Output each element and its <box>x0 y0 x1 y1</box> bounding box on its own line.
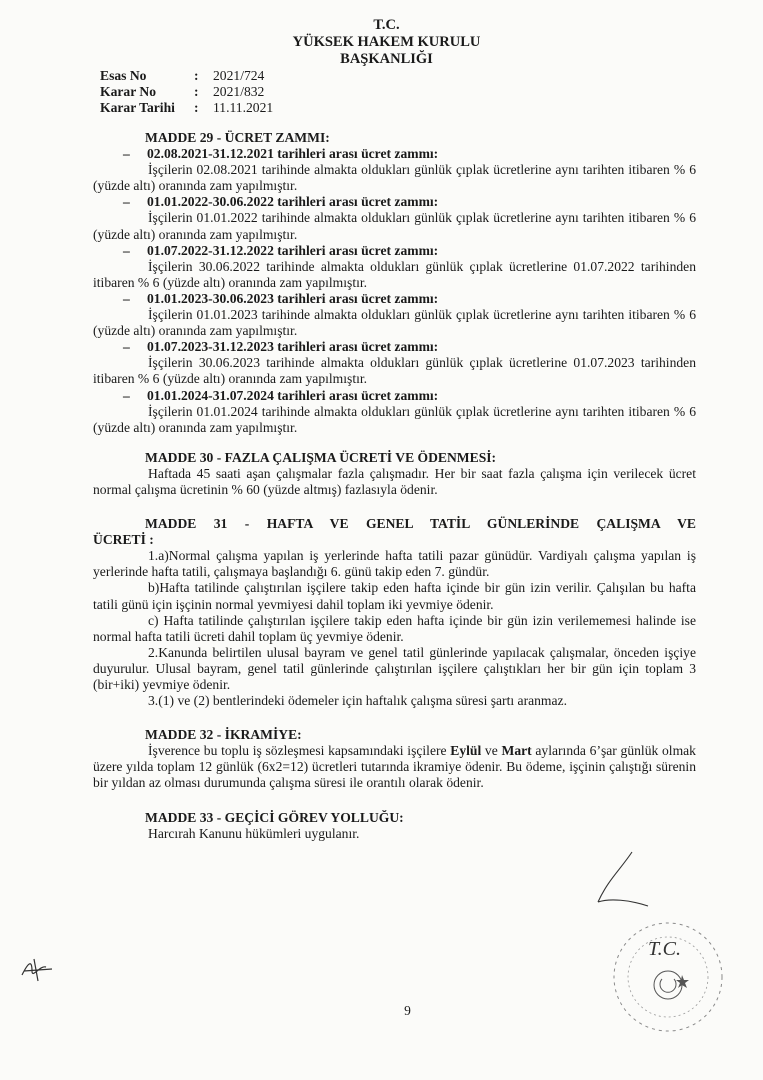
meta-separator: : <box>194 84 199 99</box>
meta-key: Karar No <box>100 84 157 99</box>
dash-bullet: – <box>123 242 130 258</box>
wage-increase-text: İşçilerin 02.08.2021 tarihinde almakta oldukları günlük çıplak ücretlerine aynı tarihten itibaren % 6 (yüzde altı) oranında zam yapılmıştır. <box>93 162 696 194</box>
wage-increase-heading: 01.01.2024-31.07.2024 tarihleri arası ücret zammı: <box>147 387 439 403</box>
dash-bullet: – <box>123 146 130 162</box>
wage-increase-item <box>93 243 696 291</box>
header-line-institution: YÜKSEK HAKEM KURULU <box>292 34 481 50</box>
meta-key: Esas No <box>100 68 147 83</box>
wage-increase-text: İşçilerin 01.01.2024 tarihinde almakta oldukları günlük çıplak ücretlerine aynı tarihten itibaren % 6 (yüzde altı) oranında zam yapılmıştır. <box>93 403 696 435</box>
page-number: 9 <box>404 1003 411 1018</box>
document-body <box>93 130 696 842</box>
text-run: ve <box>481 743 502 759</box>
article-33-title: MADDE 33 - GEÇİCİ GÖREV YOLLUĞU: <box>145 809 404 825</box>
wage-increase-heading: 01.01.2023-30.06.2023 tarihleri arası ücret zammı: <box>147 290 439 306</box>
wage-increase-text: İşçilerin 30.06.2022 tarihinde almakta oldukları günlük çıplak ücretlerine 01.07.2022 tarihinden itibaren % 6 (yüzde altı) oranında zam yapılmıştır. <box>93 258 696 290</box>
stamp-text: T.C. <box>648 938 681 960</box>
case-metadata <box>100 68 273 116</box>
signature-mark <box>590 850 650 910</box>
meta-separator: : <box>194 68 199 83</box>
wage-increase-text: İşçilerin 30.06.2023 tarihinde almakta oldukları günlük çıplak ücretlerine 01.07.2023 tarihinden itibaren % 6 (yüzde altı) oranında zam yapılmıştır. <box>93 355 696 387</box>
article-33-text: Harcırah Kanunu hükümleri uygulanır. <box>148 825 360 841</box>
wage-increase-text: İşçilerin 01.01.2023 tarihinde almakta oldukları günlük çıplak ücretlerine aynı tarihten itibaren % 6 (yüzde altı) oranında zam yapılmıştır. <box>93 307 696 339</box>
month-march: Mart <box>501 743 532 759</box>
document-header <box>0 17 763 68</box>
wage-increase-item <box>93 339 696 387</box>
dash-bullet: – <box>123 194 130 210</box>
meta-separator: : <box>194 100 199 115</box>
meta-row-karar <box>100 84 273 100</box>
text-run: İşverence bu toplu iş sözleşmesi kapsamındaki işçilere <box>148 743 451 759</box>
meta-row-esas <box>100 68 273 84</box>
article-31-paragraph: 3.(1) ve (2) bentlerindeki ödemeler için haftalık çalışma süresi şartı aranmaz. <box>148 693 567 709</box>
article-32-text <box>93 743 696 791</box>
meta-value: 2021/724 <box>213 68 265 83</box>
wage-increase-heading: 02.08.2021-31.12.2021 tarihleri arası ücret zammı: <box>147 146 439 162</box>
article-30-title: MADDE 30 - FAZLA ÇALIŞMA ÜCRETİ VE ÖDENMESİ: <box>145 449 497 465</box>
article-32-title: MADDE 32 - İKRAMİYE: <box>145 727 302 743</box>
wage-increase-text: İşçilerin 01.01.2022 tarihinde almakta oldukları günlük çıplak ücretlerine aynı tarihten itibaren % 6 (yüzde altı) oranında zam yapılmıştır. <box>93 210 696 242</box>
wage-increase-item <box>93 291 696 339</box>
article-31-paragraph: c) Hafta tatilinde çalıştırılan işçilere takip eden hafta içinde bir gün izin verilememesi halinde ise normal hafta tatili ücreti dahil toplam üç yevmiye ödenir. <box>93 612 696 644</box>
meta-row-karar-tarihi <box>100 100 273 116</box>
wage-increase-item <box>93 388 696 436</box>
dash-bullet: – <box>123 339 130 355</box>
dash-bullet: – <box>123 290 130 306</box>
article-31-paragraph: b)Hafta tatilinde çalıştırılan işçilere takip eden hafta içinde bir gün izin verilir. Çalışılan bu hafta tatili günü için işçinin normal yevmiyesi dahil toplam iki yevmiye ödenir. <box>93 580 696 612</box>
article-31-paragraph: 1.a)Normal çalışma yapılan iş yerlerinde hafta tatili pazar günüdür. Vardiyalı çalışma yapılan iş yerlerinde hafta tatili, çalışmaya başlandığı 6. günü takip eden 7. gündür. <box>93 548 696 580</box>
article-31-paragraph: 2.Kanunda belirtilen ulusal bayram ve genel tatil günlerinde yapılacak çalışmalar, önceden işçiye duyurulur. Ulusal bayram, genel tatil günlerinde çalıştırılan işçilere çalıştıkları her bir gün için toplam 3 (bir+iki) yevmiye ödenir. <box>93 644 696 692</box>
article-30-text: Haftada 45 saati aşan çalışmalar fazla çalışmadır. Her bir saat fazla çalışma için verilecek ücret normal çalışma ücretinin % 60 (yüzde altmış) fazlasıyla ödenir. <box>93 465 696 497</box>
meta-value: 2021/832 <box>213 84 265 99</box>
dash-bullet: – <box>123 387 130 403</box>
meta-value: 11.11.2021 <box>213 100 274 115</box>
meta-key: Karar Tarihi <box>100 100 175 115</box>
header-line-office: BAŞKANLIĞI <box>340 51 433 67</box>
article-31-title-line1: MADDE 31 - HAFTA VE GENEL TATİL GÜNLERİNDE ÇALIŞMA VE <box>145 516 696 532</box>
wage-increase-heading: 01.01.2022-30.06.2022 tarihleri arası ücret zammı: <box>147 194 439 210</box>
initial-mark <box>18 955 58 985</box>
wage-increase-item <box>93 194 696 242</box>
text-run: aylarında 6’şar günlük olmak üzere yılda toplam 12 günlük (6x2=12) ücretleri tutarında ikramiye ödenir. Bu ödeme, işçinin çalıştığı sürenin bir yıldan az olması durumunda çalışma süresi ile orantılı olarak ödenir. <box>93 743 696 791</box>
wage-increase-heading: 01.07.2023-31.12.2023 tarihleri arası ücret zammı: <box>147 339 439 355</box>
article-31-title-line2: ÜCRETİ : <box>93 532 154 548</box>
header-line-tc: T.C. <box>373 17 400 33</box>
article-29-title: MADDE 29 - ÜCRET ZAMMI: <box>145 130 330 145</box>
wage-increase-heading: 01.07.2022-31.12.2022 tarihleri arası ücret zammı: <box>147 242 439 258</box>
month-september: Eylül <box>450 743 482 759</box>
wage-increase-item <box>93 146 696 194</box>
